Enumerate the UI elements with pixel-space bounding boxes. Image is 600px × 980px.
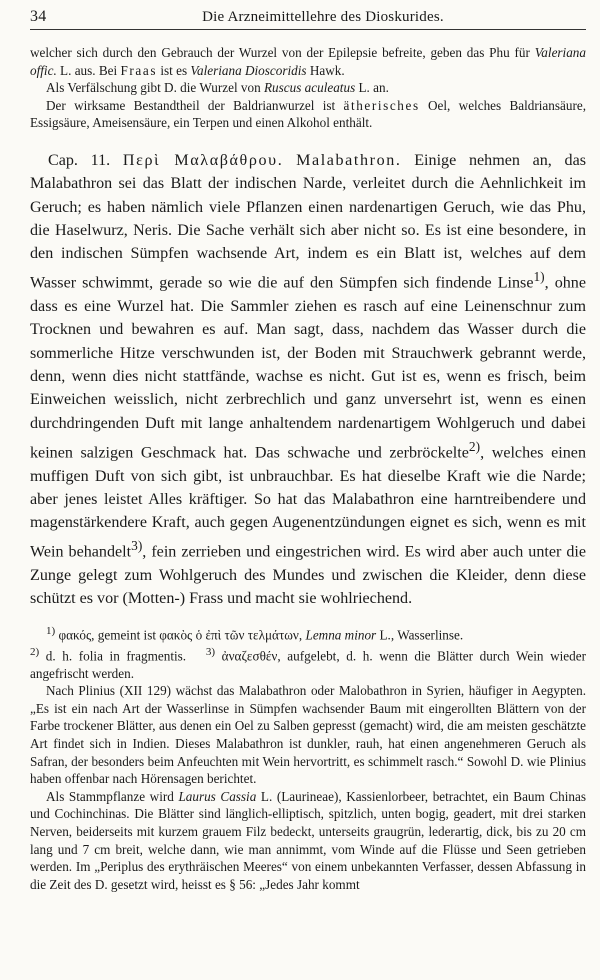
text-run: , welches einen muffigen Duft von sich gibt, ist unbrauchbar. Es hat dieselbe Kraft wie die Narde; aber jenes leistet Alles kräftiger. So hat das Malabathron eine harntreibendere und magenstärkendere Kraft, auch gegen Augenentzündungen eignet es sich, wenn es mit Wein behandelt bbox=[30, 444, 586, 561]
text-run: Einige nehmen an, das Malabathron sei das Blatt der indischen Narde, verleitet durch die Aehnlichkeit im Geruch; es haben nämlich viele Pflanzen einen nardenartigen Geruch, wie das Phu, die Haselwurz, Neris. Die Sache verhält sich aber nicht so. Es ist eine besondere, in den indischen Sümpfen wachsende Art, indem es ein Blatt ist, welches auf dem Wasser schwimmt, gerade so wie die auf den Sümpfen sich findende Linse bbox=[30, 151, 586, 292]
taxon-name: Ruscus aculeatus bbox=[264, 80, 356, 96]
text-run: L. (Laurineae), Kassienlorbeer, betrachtet, ein Baum Chinas und Cochinchinas. Die Blätter sind länglich-elliptisch, spitzlich, unten bogig, geadert, mit drei starken Nerven, beiderseits mit kurzem grauem Filz bedeckt, unterseits graugrün, lederartig, dick, bis zu 20 cm lang und 7 cm breit, welche dann, wie man annimmt, vom Winde auf die Flüsse und Seen getrieben werden. Im „Periplus des erythräischen Meeres“ von einem unbekannten Verfasser, dessen Abfassung in die Zeit des D. gesetzt wird, heisst es § 56: „Jedes Jahr kommt bbox=[30, 788, 586, 892]
preceding-commentary bbox=[30, 44, 586, 132]
page-number: 34 bbox=[30, 8, 47, 25]
text-run: L. aus. Bei bbox=[56, 62, 121, 78]
text-run: L. an. bbox=[355, 80, 389, 96]
footnote-mark: 3) bbox=[205, 645, 216, 658]
emphasis-spaced: ätherisches bbox=[343, 97, 420, 113]
running-title: Die Arzneimittellehre des Dioskurides. bbox=[202, 9, 444, 25]
commentary-paragraph bbox=[30, 97, 586, 132]
text-run: Der wirksame Bestandtheil der Baldrianwurzel ist bbox=[46, 97, 344, 113]
footnote-ref: 1) bbox=[533, 269, 545, 285]
text-run: Als Verfälschung gibt D. die Wurzel von bbox=[46, 80, 264, 96]
text-run: Als Stammpflanze wird bbox=[46, 788, 179, 804]
commentary-paragraph bbox=[30, 44, 586, 79]
chapter-title: Malabathron. bbox=[296, 151, 402, 169]
chapter-number: Cap. 11. bbox=[48, 151, 111, 169]
text-run: φακός, gemeint ist φακὸς ὁ ἐπὶ τῶν τελμάτων, bbox=[55, 627, 306, 643]
footnote-ref: 2) bbox=[468, 438, 481, 454]
text-run: Hawk. bbox=[306, 62, 345, 78]
text-run: , ohne dass es eine Wurzel hat. Die Sammler ziehen es rasch auf eine Leinenschnur zum Trocknen und bewahren es auf. Man sagt, dass, nachdem das Wasser durch die sommerliche Hitze verschwunden ist, der Boden mit Strauchwerk gebrannt werde, denn, wenn dies nicht stattfände, wachse es nicht. Gut ist es, wenn es frisch, beim Einweichen weisslich, nicht zerbrechlich und ganz unversehrt ist, wenn es einen durchdringenden Duft mit lange anhaltendem nardenartigem Wohlgeruch und dabei keinen salzigen Geschmack hat. Das schwache und zerbröckelte bbox=[30, 274, 586, 462]
taxon-name: Valeriana offic. bbox=[30, 45, 586, 78]
commentary-paragraph bbox=[30, 788, 586, 894]
footnote-mark: 2) bbox=[30, 645, 40, 658]
taxon-name: Valeriana Dioscoridis bbox=[190, 62, 307, 78]
footnote bbox=[30, 623, 586, 644]
page-header bbox=[30, 8, 586, 30]
commentary-paragraph bbox=[30, 79, 586, 97]
footnote-ref: 3) bbox=[131, 538, 143, 554]
footnotes-and-commentary bbox=[30, 623, 586, 894]
taxon-name: Lemna minor bbox=[305, 627, 377, 643]
text-run: , fein zerrieben und eingestrichen wird. Es wird aber auch unter die Zunge gelegt zum Wohlgeruch des Mundes und zwischen die Kleider, denn diese schützt es vor (Motten-) Frass und macht sie wohlriechend. bbox=[30, 543, 586, 608]
commentary-paragraph: Nach Plinius (XII 129) wächst das Malabathron oder Malobathron in Syrien, häufiger in Aegypten. „Es ist ein nach Art der Wasserlinse in Sümpfen wachsender Baum mit eingerollten Blättern von der Farbe trockener Blätter, aus denen ein Oel zu Salben gepresst (gemacht) wird, die am meisten geschätzte Art findet sich in Indien. Dieses Malabathron ist dunkler, rauh, hat einen angenehmeren Geruch als Safran, der besonders beim Anfeuchten mit Wein hervortritt, es schimmelt rasch.“ Sowohl D. wie Plinius haben offenbar nach Hörensagen berichtet. bbox=[30, 683, 586, 787]
footnote bbox=[30, 644, 586, 683]
text-run: Oel, welches Baldriansäure, Essigsäure, Ameisensäure, ein Terpen und einen Alkohol enthält. bbox=[30, 97, 586, 131]
chapter-11 bbox=[30, 149, 586, 611]
author-name: Fraas bbox=[120, 62, 158, 78]
footnote-mark: 1) bbox=[46, 624, 56, 637]
text-run: d. h. folia in fragmentis. bbox=[39, 648, 187, 664]
taxon-name: Laurus Cassia bbox=[178, 788, 257, 804]
text-run: ἀναζεσθέν, aufgelebt, d. h. wenn die Blätter durch Wein wieder angefrischt werden. bbox=[30, 648, 586, 681]
chapter-paragraph bbox=[30, 149, 586, 611]
text-run: L., Wasserlinse. bbox=[376, 627, 464, 643]
text-run: ist es bbox=[157, 62, 191, 78]
text-run: welcher sich durch den Gebrauch der Wurzel von der Epilepsie befreite, geben das Phu für bbox=[30, 45, 535, 60]
greek-title: Περὶ Μαλαβάθρου. bbox=[122, 151, 284, 169]
